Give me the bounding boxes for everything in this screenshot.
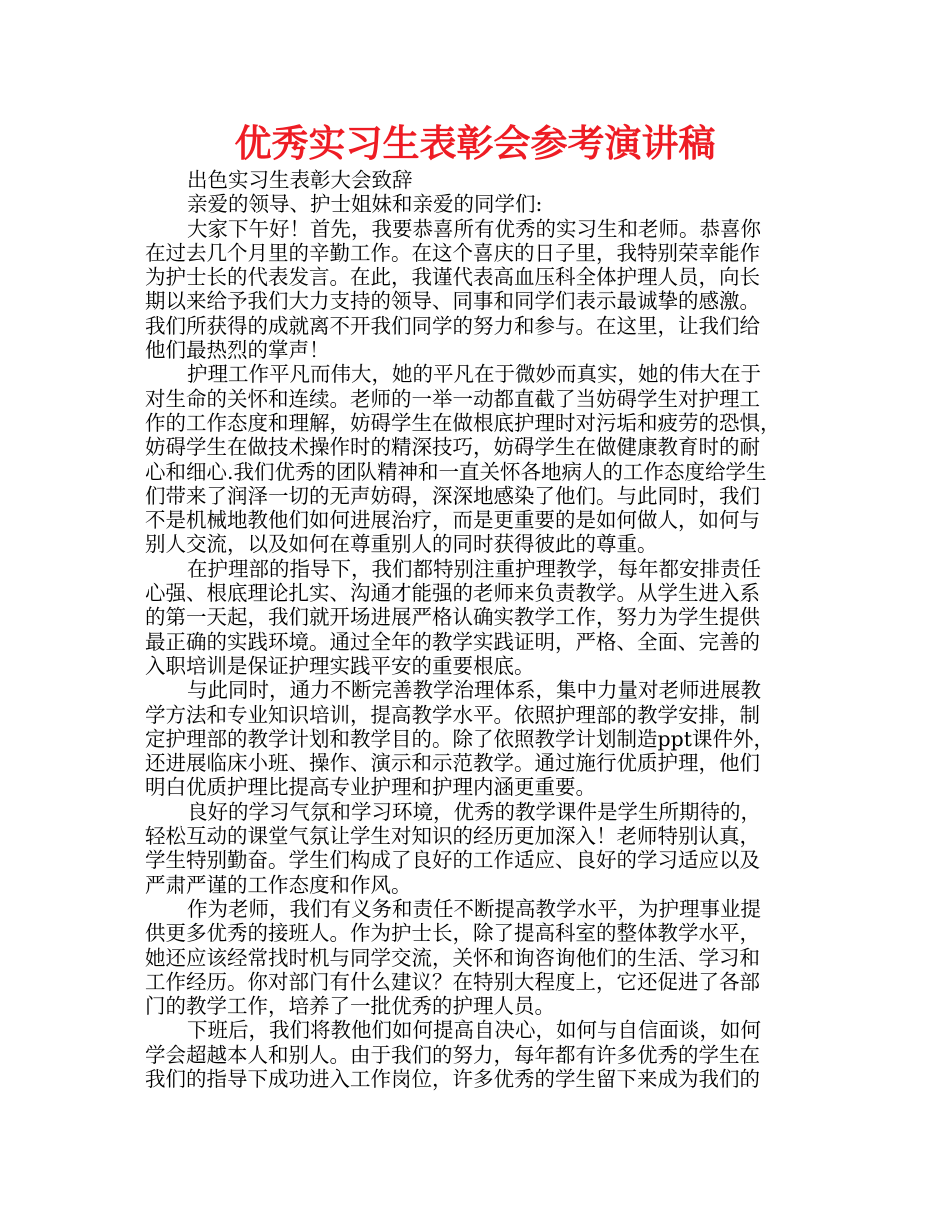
body-line: 妨碍学生在做技术操作时的精深技巧，妨碍学生在做健康教育时的耐 bbox=[145, 435, 760, 460]
body-line: 大家下午好！首先，我要恭喜所有优秀的实习生和老师。恭喜你 bbox=[187, 216, 761, 241]
body-line: 明白优质护理比提高专业护理和护理内涵更重要。 bbox=[145, 775, 596, 800]
body-line: 严肃严谨的工作态度和作风。 bbox=[145, 872, 412, 897]
document-title: 优秀实习生表彰会参考演讲稿 bbox=[234, 122, 716, 165]
body-line: 对生命的关怀和连续。老师的一举一动都直截了当妨碍学生对护理工 bbox=[145, 386, 760, 411]
body-line: 他们最热烈的掌声！ bbox=[145, 338, 330, 363]
body-line: 下班后，我们将教他们如何提高自决心，如何与自信面谈，如何 bbox=[187, 1018, 761, 1043]
body-line: 良好的学习气氛和学习环境，优秀的教学课件是学生所期待的， bbox=[187, 799, 761, 824]
body-line: 的第一天起，我们就开场进展严格认确实教学工作，努力为学生提供 bbox=[145, 605, 760, 630]
body-line: 最正确的实践环境。通过全年的教学实践证明，严格、全面、完善的 bbox=[145, 629, 760, 654]
body-line: 学方法和专业知识培训，提高教学水平。依照护理部的教学安排，制 bbox=[145, 702, 760, 727]
body-line: 门的教学工作，培养了一批优秀的护理人员。 bbox=[145, 994, 555, 1019]
body-line: 我们的指导下成功进入工作岗位，许多优秀的学生留下来成为我们的 bbox=[145, 1066, 760, 1091]
body-line: 别人交流，以及如何在尊重别人的同时获得彼此的尊重。 bbox=[145, 532, 658, 557]
body-line: 在护理部的指导下，我们都特别注重护理教学，每年都安排责任 bbox=[187, 556, 761, 581]
body-line: 我们所获得的成就离不开我们同学的努力和参与。在这里，让我们给 bbox=[145, 313, 760, 338]
body-line: 为护士长的代表发言。在此，我谨代表高血压科全体护理人员，向长 bbox=[145, 265, 760, 290]
body-line: 轻松互动的课堂气氛让学生对知识的经历更加深入！老师特别认真， bbox=[145, 824, 760, 849]
body-line: 在过去几个月里的辛勤工作。在这个喜庆的日子里，我特别荣幸能作 bbox=[145, 240, 760, 265]
body-line: 学会超越本人和别人。由于我们的努力，每年都有许多优秀的学生在 bbox=[145, 1042, 760, 1067]
body-line: 还进展临床小班、操作、演示和示范教学。通过施行优质护理，他们 bbox=[145, 751, 760, 776]
body-line: 期以来给予我们大力支持的领导、同事和同学们表示最诚挚的感激。 bbox=[145, 289, 760, 314]
document-body bbox=[145, 168, 817, 1091]
body-line: 作的工作态度和理解，妨碍学生在做根底护理时对污垢和疲劳的恐惧， bbox=[145, 410, 781, 435]
body-line: 们带来了润泽一切的无声妨碍，深深地感染了他们。与此同时，我们 bbox=[145, 483, 760, 508]
body-line: 不是机械地教他们如何进展治疗，而是更重要的是如何做人，如何与 bbox=[145, 508, 760, 533]
body-line: 与此同时，通力不断完善教学治理体系，集中力量对老师进展教 bbox=[187, 678, 761, 703]
body-line: 亲爱的领导、护士姐妹和亲爱的同学们: bbox=[187, 192, 543, 217]
body-line: 出色实习生表彰大会致辞 bbox=[187, 168, 413, 192]
body-line: 心和细心.我们优秀的团队精神和一直关怀各地病人的工作态度给学生 bbox=[145, 459, 767, 484]
body-line: 入职培训是保证护理实践平安的重要根底。 bbox=[145, 653, 535, 678]
body-line: 护理工作平凡而伟大，她的平凡在于微妙而真实，她的伟大在于 bbox=[187, 362, 761, 387]
body-line: 学生特别勤奋。学生们构成了良好的工作适应、良好的学习适应以及 bbox=[145, 848, 760, 873]
body-line: 她还应该经常找时机与同学交流，关怀和询咨询他们的生活、学习和 bbox=[145, 945, 760, 970]
body-line: 心强、根底理论扎实、沟通才能强的老师来负责教学。从学生进入系 bbox=[145, 581, 760, 606]
body-line: 定护理部的教学计划和教学目的。除了依照教学计划制造ppt课件外， bbox=[145, 726, 774, 751]
body-line: 供更多优秀的接班人。作为护士长，除了提高科室的整体教学水平， bbox=[145, 921, 760, 946]
body-line: 作为老师，我们有义务和责任不断提高教学水平，为护理事业提 bbox=[187, 896, 761, 921]
body-line: 工作经历。你对部门有什么建议？在特别大程度上，它还促进了各部 bbox=[145, 969, 760, 994]
